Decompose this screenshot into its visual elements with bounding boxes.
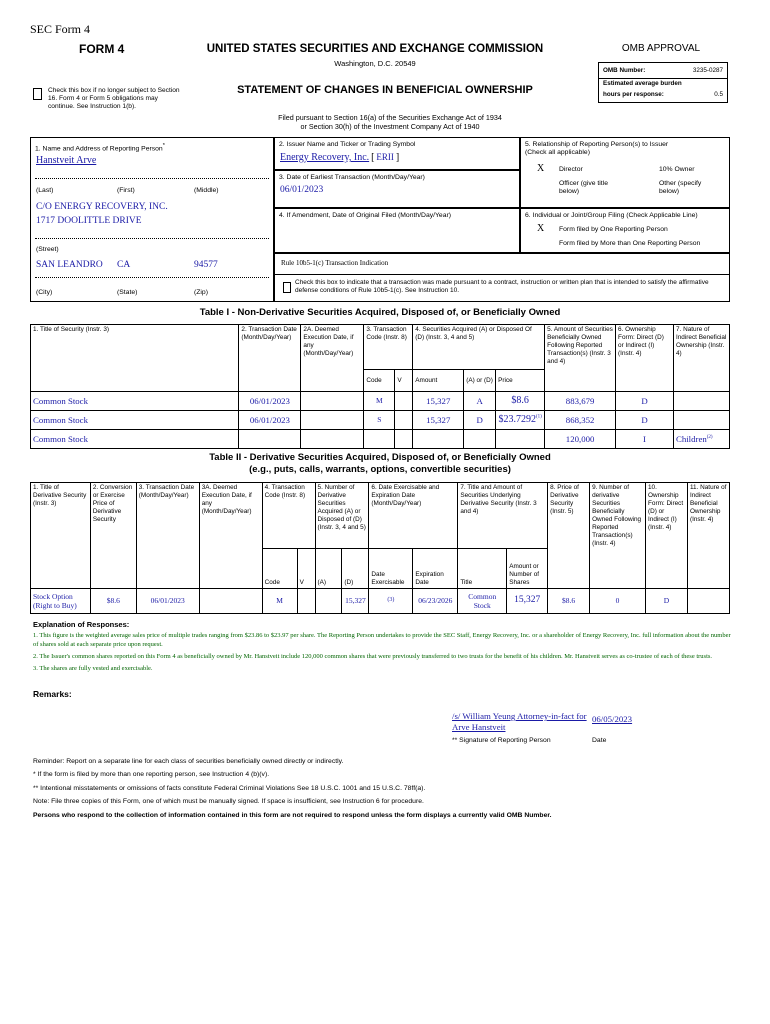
other-label: Other (specify below)	[659, 180, 702, 196]
table2-title-line2: (e.g., puts, calls, warrants, options, convertible securities)	[249, 463, 511, 475]
t2-h-a-sub: (A)	[315, 549, 342, 589]
ticker-close: ]	[395, 152, 400, 163]
box1-reporting-person	[30, 137, 274, 302]
t2-r0-date: 06/01/2023	[136, 589, 199, 614]
issuer-name: Energy Recovery, Inc.	[280, 152, 370, 163]
middle-label: (Middle)	[194, 187, 219, 194]
omb-hours-label: hours per response:	[603, 91, 664, 98]
t1-r1-owned: 868,352	[545, 411, 616, 430]
t1-h-amount-sub: Amount	[413, 370, 464, 392]
officer-label: Officer (give title below)	[559, 180, 608, 196]
zip-label: (Zip)	[194, 289, 208, 296]
t1-h-price-sub: Price	[496, 370, 545, 392]
box2-issuer	[274, 137, 520, 170]
t1-r0-title: Common Stock	[31, 392, 239, 411]
table2-title-line1: Table II - Derivative Securities Acquired, Disposed of, or Beneficially Owned	[209, 452, 551, 463]
t1-h-title: 1. Title of Security (Instr. 3)	[31, 325, 239, 392]
t1-h-v-sub: V	[395, 370, 413, 392]
explanations-heading: Explanation of Responses:	[33, 620, 130, 629]
box3-earliest-transaction	[274, 170, 520, 208]
t1-r1-nature	[673, 411, 729, 430]
t1-r0-owned: 883,679	[545, 392, 616, 411]
t2-r0-utitle: Common Stock	[458, 589, 507, 614]
t2-r0-exp: 06/23/2026	[413, 589, 458, 614]
ticker-symbol: ERII	[376, 152, 394, 162]
t1-r2-date	[239, 430, 301, 449]
table1	[30, 324, 730, 449]
t2-h-form: 10. Ownership Form: Direct (D) or Indirect (I) (Instr. 4)	[645, 483, 687, 589]
ten-pct-owner-label: 10% Owner	[659, 166, 695, 173]
t1-r1-form: D	[616, 411, 674, 430]
street-label: (Street)	[36, 246, 59, 253]
t2-h-d-sub: (D)	[342, 549, 369, 589]
last-label: (Last)	[36, 187, 54, 194]
box4-amendment	[274, 208, 520, 253]
t2-h-utitle-sub: Title	[458, 549, 507, 589]
t1-r1-price: $23.7292$^{(1)}$	[496, 411, 545, 430]
table2	[30, 482, 730, 614]
t2-h-price: 8. Price of Derivative Security (Instr. 5)	[548, 483, 590, 589]
t1-h-securities: 4. Securities Acquired (A) or Disposed Of (D) (Instr. 3, 4 and 5)	[413, 325, 545, 370]
t2-r0-uamount: 15,327	[507, 589, 548, 614]
t1-r2-title: Common Stock	[31, 430, 239, 449]
document-label: SEC Form 4	[30, 22, 91, 36]
t1-r1-aord: D	[464, 411, 496, 430]
note-omb: Persons who respond to the collection of information contained in this form are not required to respond unless the form displays a currently valid OMB Number.	[33, 811, 552, 819]
signature-label: ** Signature of Reporting Person	[452, 737, 551, 744]
t2-h-deemed: 3A. Deemed Execution Date, if any (Month/Day/Year)	[199, 483, 262, 589]
address-line1: C/O ENERGY RECOVERY, INC.	[36, 202, 168, 212]
footnote-3: 3. The shares are fully vested and exercisable.	[33, 664, 153, 672]
box6-filing	[520, 208, 730, 253]
t2-r0-form: D	[645, 589, 687, 614]
t2-h-v-sub: V	[297, 549, 315, 589]
signature-name: /s/ William Yeung Attorney-in-fact for Arve Hanstveit	[452, 711, 587, 733]
box1-label: 1. Name and Address of Reporting Person*	[35, 143, 165, 153]
box5-label: 5. Relationship of Reporting Person(s) to Issuer (Check all applicable)	[525, 141, 669, 157]
ticker-open: [	[371, 152, 375, 163]
t1-h-deemed: 2A. Deemed Execution Date, if any (Month/Day/Year)	[301, 325, 364, 392]
box2-label: 2. Issuer Name and Ticker or Trading Symbol	[279, 141, 416, 148]
filed-pursuant-line2: or Section 30(h) of the Investment Company Act of 1940	[300, 122, 480, 131]
t2-r0-conversion: $8.6	[90, 589, 136, 614]
t2-h-owned: 9. Number of derivative Securities Beneficially Owned Following Reported Transaction(s) (Instr. 4)	[590, 483, 646, 589]
address-line2: 1717 DOOLITTLE DRIVE	[36, 216, 142, 226]
t1-r1-code: S	[364, 411, 395, 430]
reporting-person-name: Hanstveit Arve	[36, 155, 97, 166]
t1-r2-aord	[464, 430, 496, 449]
t2-h-date: 3. Transaction Date (Month/Day/Year)	[136, 483, 199, 589]
t2-h-amount-sub: Amount or Number of Shares	[507, 549, 548, 589]
box4-label: 4. If Amendment, Date of Original Filed (Month/Day/Year)	[279, 212, 452, 219]
table-row	[31, 411, 730, 430]
explanations	[33, 620, 733, 673]
signature-date: 06/05/2023	[592, 714, 633, 724]
t1-r2-code	[364, 430, 395, 449]
t1-h-form: 6. Ownership Form: Direct (D) or Indirect (I) (Instr. 4)	[616, 325, 674, 392]
rule-10b5-1-box	[274, 253, 730, 302]
table1-title: Table I - Non-Derivative Securities Acquired, Disposed of, or Beneficially Owned	[199, 307, 561, 318]
t2-r0-code: M	[262, 589, 297, 614]
t2-h-code: 4. Transaction Code (Instr. 8)	[262, 483, 315, 549]
t2-h-title: 1. Title of Derivative Security (Instr. 3)	[31, 483, 91, 589]
t1-h-date: 2. Transaction Date (Month/Day/Year)	[239, 325, 301, 392]
earliest-transaction-date: 06/01/2023	[280, 185, 324, 195]
t1-r0-amount: 15,327	[413, 392, 464, 411]
omb-number-value: 3235-0287	[692, 67, 723, 74]
rule-10b5-1-text: Check this box to indicate that a transaction was made pursuant to a contract, instruction or written plan that is intended to satisfy the affirmative defense conditions of Rule 10b5-1(c). See Instruction 10.	[295, 279, 709, 295]
note-copies: Note: File three copies of this Form, one of which must be manually signed. If space is insufficient, see Instruction 6 for procedure.	[33, 798, 424, 806]
t1-r1-title: Common Stock	[31, 411, 239, 430]
footnote-2: 2. The Issuer's common shares reported on this Form 4 as beneficially owned by Mr. Hanstveit include 120,000 common shares that were previously transferred to two trusts for the benefit of his children. Mr. Hanstveit serves as co-trustee of each of these trusts.	[33, 652, 713, 660]
section16-label: Check this box if no longer subject to Section 16. Form 4 or Form 5 obligations may continue. See Instruction 1(b).	[48, 87, 180, 111]
t1-h-aord-sub: (A) or (D)	[464, 370, 496, 392]
issuer-line	[280, 152, 399, 165]
first-label: (First)	[117, 187, 135, 194]
rule-10b5-1-label: Rule 10b5-1(c) Transaction Indication	[281, 259, 389, 267]
t1-r0-nature	[673, 392, 729, 411]
more-persons-label: Form filed by More than One Reporting Person	[559, 240, 701, 247]
t1-r2-form: I	[616, 430, 674, 449]
omb-hours-row	[603, 91, 723, 99]
remarks-heading: Remarks:	[33, 689, 72, 699]
rule-10b5-1-checkbox[interactable]	[283, 282, 291, 293]
state-value: CA	[117, 260, 131, 270]
t1-r2-price	[496, 430, 545, 449]
note-misstatements: ** Intentional misstatements or omissions of facts constitute Federal Criminal Violations See 18 U.S.C. 1001 and 15 U.S.C. 78ff(a).	[33, 784, 426, 792]
one-person-label: Form filed by One Reporting Person	[559, 226, 668, 233]
filed-pursuant	[220, 113, 560, 131]
city-value: SAN LEANDRO	[36, 260, 103, 270]
t2-r0-title: Stock Option (Right to Buy)	[31, 589, 91, 614]
t1-h-code-sub: Code	[364, 370, 395, 392]
t2-h-exercisable: 6. Date Exercisable and Expiration Date (Month/Day/Year)	[369, 483, 458, 549]
t2-r0-owned: 0	[590, 589, 646, 614]
omb-burden-label: Estimated average burden	[603, 80, 682, 87]
city-label: (City)	[36, 289, 53, 296]
omb-number-row	[603, 67, 723, 75]
t1-h-code: 3. Transaction Code (Instr. 8)	[364, 325, 413, 370]
section16-checkbox[interactable]	[33, 88, 42, 100]
note-multiple: * If the form is filed by more than one reporting person, see Instruction 4 (b)(v).	[33, 771, 270, 779]
box3-label: 3. Date of Earliest Transaction (Month/Day/Year)	[279, 174, 425, 181]
footnote-1: 1. This figure is the weighted average sales price of multiple trades ranging from $23.86 to $23.97 per share. The Reporting Person undertakes to provide the SEC Staff, Energy Recovery, Inc. or a shareholder of Energy Recovery, Inc. full information about the number of shares sold at each separate price upon request.	[33, 632, 731, 649]
table-row	[31, 589, 730, 614]
director-label: Director	[559, 166, 583, 173]
t2-r0-price: $8.6	[548, 589, 590, 614]
state-label: (State)	[117, 289, 138, 296]
t2-h-underlying: 7. Title and Amount of Securities Underlying Derivative Security (Instr. 3 and 4)	[458, 483, 548, 549]
t1-r1-date: 06/01/2023	[239, 411, 301, 430]
t2-h-nature: 11. Nature of Indirect Beneficial Ownership (Instr. 4)	[687, 483, 729, 589]
note-reminder: Reminder: Report on a separate line for each class of securities beneficially owned directly or indirectly.	[33, 758, 344, 765]
t2-h-date-ex-sub: Date Exercisable	[369, 549, 413, 589]
t1-r0-aord: A	[464, 392, 496, 411]
t1-r2-amount	[413, 430, 464, 449]
statement-title: STATEMENT OF CHANGES IN BENEFICIAL OWNERSHIP	[237, 84, 533, 96]
table-row	[31, 392, 730, 411]
table2-title	[30, 452, 730, 476]
t2-h-exp-sub: Expiration Date	[413, 549, 458, 589]
agency-name: UNITED STATES SECURITIES AND EXCHANGE COMMISSION	[206, 43, 544, 55]
t1-r0-price: $8.6	[496, 392, 545, 411]
box5-relationship	[520, 137, 730, 208]
t1-r0-date: 06/01/2023	[239, 392, 301, 411]
zip-value: 94577	[194, 260, 218, 270]
t1-r2-nature: Children$^{(2)}$	[673, 430, 729, 449]
notes	[33, 758, 733, 825]
agency-city: Washington, D.C. 20549	[334, 59, 416, 68]
t2-h-conversion: 2. Conversion or Exercise Price of Derivative Security	[90, 483, 136, 589]
t1-r0-code: M	[364, 392, 395, 411]
t1-h-nature: 7. Nature of Indirect Beneficial Ownership (Instr. 4)	[673, 325, 729, 392]
t1-r0-form: D	[616, 392, 674, 411]
t2-h-code-sub: Code	[262, 549, 297, 589]
t2-r0-d: 15,327	[342, 589, 369, 614]
director-check[interactable]: X	[537, 163, 545, 174]
filed-pursuant-line1: Filed pursuant to Section 16(a) of the Securities Exchange Act of 1934	[278, 113, 502, 122]
omb-hours-value: 0.5	[714, 91, 723, 98]
one-person-check[interactable]: X	[537, 223, 545, 234]
omb-box	[598, 62, 728, 103]
t2-h-number: 5. Number of Derivative Securities Acquired (A) or Disposed of (D) (Instr. 3, 4 and 5)	[315, 483, 369, 549]
t2-r0-date-ex: (3)	[369, 589, 413, 614]
t1-r2-owned: 120,000	[545, 430, 616, 449]
form-title: FORM 4	[79, 42, 125, 56]
date-label: Date	[592, 737, 607, 744]
omb-number-label: OMB Number:	[603, 67, 646, 74]
t1-h-owned: 5. Amount of Securities Beneficially Owned Following Reported Transaction(s) (Instr. 3 and 4)	[545, 325, 616, 392]
box6-label: 6. Individual or Joint/Group Filing (Check Applicable Line)	[525, 212, 698, 219]
table-row	[31, 430, 730, 449]
t1-r1-amount: 15,327	[413, 411, 464, 430]
omb-approval-title: OMB APPROVAL	[621, 43, 701, 54]
